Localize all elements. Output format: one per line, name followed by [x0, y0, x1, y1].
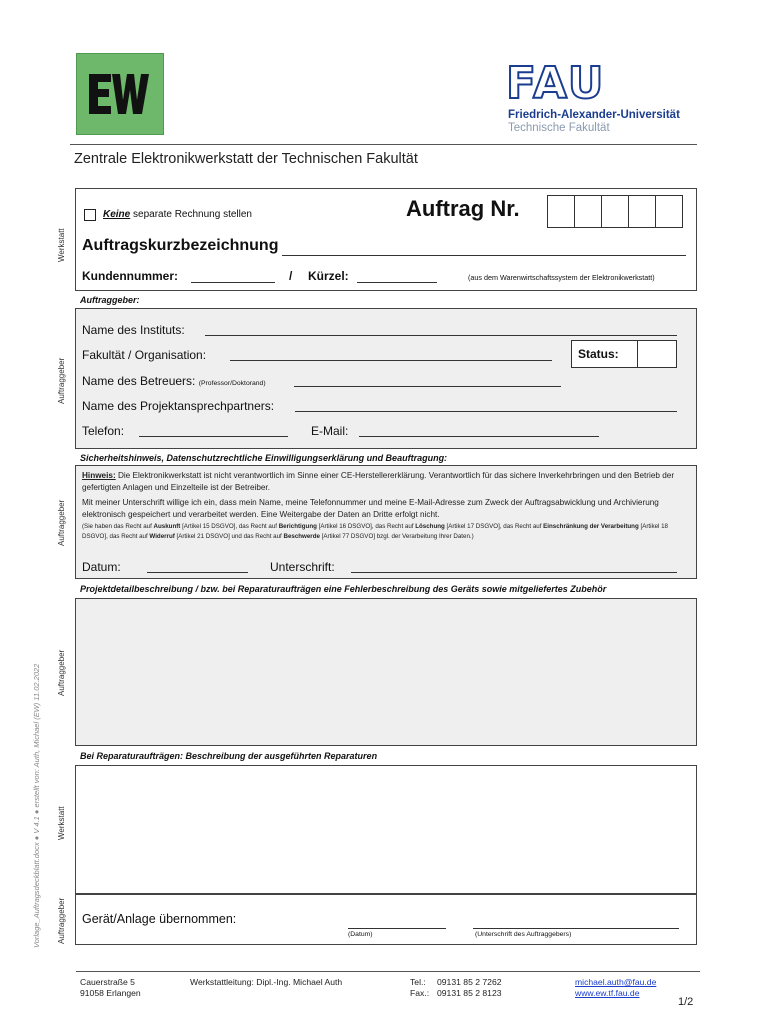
handover-date-field[interactable]: [348, 928, 446, 929]
date-field[interactable]: [147, 572, 248, 573]
footer-fax-label: Fax.:: [410, 988, 430, 998]
footer-address: [80, 977, 141, 999]
footer-tel-row: [410, 977, 502, 988]
project-contact-field[interactable]: [295, 411, 677, 412]
gdpr-widerruf: Widerruf: [149, 533, 175, 540]
side-label-auftraggeber-3: Auftraggeber: [57, 649, 66, 696]
keine-text: Keine: [103, 209, 131, 220]
separate-invoice-checkbox[interactable]: [84, 209, 96, 221]
footer-contact: [575, 977, 656, 999]
short-description-field[interactable]: [282, 255, 686, 256]
handover-date-note: (Datum): [348, 931, 373, 938]
client-box: [75, 308, 697, 449]
separate-invoice-label: [103, 209, 252, 220]
email-label: E-Mail:: [311, 424, 349, 438]
footer-street: Cauerstraße 5: [80, 977, 135, 987]
footer-email-link[interactable]: michael.auth@fau.de: [575, 977, 657, 987]
customer-number-note: (aus dem Warenwirtschaftssystem der Elektronikwerkstatt): [468, 273, 655, 282]
ew-logo-icon: [85, 68, 153, 120]
notice-text: Die Elektronikwerkstatt ist nicht verantwortlich im Sinne einer CE-Herstellererklärung. Verantwortlich für das sichere Inverkehrbringen und den Betrieb der gefertigten Anlagen und Einzelteile ist der Betreiber.: [82, 471, 675, 492]
consent-statement: Mit meiner Unterschrift willige ich ein, dass mein Name, meine Telefonnummer und meine E-Mail-Adresse zum Zweck der Auftragsabwicklung und Archivierung elektronisch gespeichert und verarbeitet werden. Eine Weitergabe der Daten an Dritte erfolgt nicht.: [82, 498, 659, 519]
handover-signature-note: (Unterschrift des Auftraggebers): [475, 931, 572, 938]
repair-description-heading: Bei Reparaturaufträgen: Beschreibung der ausgeführten Reparaturen: [80, 751, 378, 761]
gdpr-text-3: [Artikel 16 DSGVO], das Recht auf: [316, 523, 416, 530]
footer-tel: 09131 85 2 7262: [437, 977, 502, 987]
fau-logo-letters: FAU: [506, 58, 606, 109]
order-number-cell[interactable]: [602, 196, 629, 227]
kuerzel-label: Kürzel:: [308, 269, 349, 283]
department-title: Zentrale Elektronikwerkstatt der Technischen Fakultät: [74, 151, 418, 167]
faculty-label: Fakultät / Organisation:: [82, 348, 207, 362]
signature-field[interactable]: [351, 572, 677, 573]
customer-number-label: Kundennummer:: [82, 269, 178, 283]
gdpr-loeschung: Löschung: [415, 523, 445, 530]
gdpr-text-5: [Artikel 18 DSGVO], das Recht auf: [82, 523, 668, 540]
kuerzel-field[interactable]: [357, 282, 437, 283]
footer-phone-block: [410, 977, 502, 999]
supervisor-note: (Professor/Doktorand): [198, 380, 266, 387]
project-description-heading: Projektdetailbeschreibung / bzw. bei Reparaturaufträgen eine Fehlerbeschreibung des Geräts sowie mitgeliefertes Zubehör: [80, 584, 607, 594]
fau-logo: [506, 58, 696, 134]
handover-label: Gerät/Anlage übernommen:: [82, 912, 237, 926]
supervisor-label: [82, 374, 266, 388]
separate-invoice-text: separate Rechnung stellen: [133, 209, 252, 220]
footer-fax: 09131 85 2 8123: [437, 988, 502, 998]
side-label-werkstatt-mid: Werkstatt: [57, 806, 66, 840]
customer-slash: /: [289, 269, 293, 283]
footer-leitung: Werkstattleitung: Dipl.-Ing. Michael Auth: [190, 977, 343, 987]
institute-field[interactable]: [205, 335, 677, 336]
supervisor-text: Name des Betreuers:: [82, 374, 196, 388]
gdpr-auskunft: Auskunft: [153, 523, 181, 530]
order-number-cell[interactable]: [575, 196, 602, 227]
signature-label: Unterschrift:: [270, 560, 335, 574]
gdpr-berichtigung: Berichtigung: [278, 523, 317, 530]
order-number-cell[interactable]: [656, 196, 682, 227]
footer-web-link[interactable]: www.ew.tf.fau.de: [575, 988, 640, 998]
repair-description-field[interactable]: [75, 765, 697, 894]
footer-city: 91058 Erlangen: [80, 988, 141, 998]
supervisor-field[interactable]: [294, 386, 561, 387]
side-label-auftraggeber-2: Auftraggeber: [57, 499, 66, 546]
fau-faculty-name: Technische Fakultät: [508, 122, 610, 134]
gdpr-text-1: (Sie haben das Recht auf: [82, 523, 154, 530]
faculty-field[interactable]: [230, 360, 552, 361]
ew-logo: [76, 53, 164, 135]
gdpr-text-6: [Artikel 21 DSGVO] und das Recht auf: [174, 533, 284, 540]
gdpr-text-7: [Artikel 77 DSGVO] bzgl. der Verarbeitung Ihrer Daten.): [319, 533, 474, 540]
client-heading: Auftraggeber:: [80, 295, 140, 305]
page-number: 1/2: [678, 996, 694, 1008]
header-divider: [70, 144, 697, 145]
gdpr-einschraenkung: Einschränkung der Verarbeitung: [543, 523, 639, 530]
footer-tel-label: Tel.:: [410, 977, 426, 987]
document-version-note: Vorlage_Auftragsdeckblatt.docx ● V 4.1 ● erstellt von: Auth, Michael (EW) 11.02.2022: [32, 663, 41, 948]
order-number-label: Auftrag Nr.: [406, 196, 520, 221]
handover-signature-field[interactable]: [473, 928, 679, 929]
project-description-field[interactable]: [75, 598, 697, 746]
order-number-cells[interactable]: [547, 195, 683, 228]
status-field[interactable]: [637, 340, 677, 368]
order-number-cell[interactable]: [629, 196, 656, 227]
institute-label: Name des Instituts:: [82, 323, 185, 337]
date-label: Datum:: [82, 560, 121, 574]
gdpr-rights: [82, 522, 694, 542]
safety-notice: [82, 470, 692, 493]
side-label-werkstatt-top: Werkstatt: [57, 228, 66, 262]
gdpr-beschwerde: Beschwerde: [283, 533, 320, 540]
short-description-label: Auftragskurzbezeichnung: [82, 237, 279, 254]
handover-box: [75, 894, 697, 945]
notice-label: Hinweis:: [82, 471, 116, 480]
project-contact-label: Name des Projektansprechpartners:: [82, 399, 275, 413]
fau-university-name: Friedrich-Alexander-Universität: [508, 109, 680, 121]
side-label-auftraggeber-4: Auftraggeber: [57, 897, 66, 944]
footer-fax-row: [410, 988, 502, 999]
order-number-cell[interactable]: [548, 196, 575, 227]
consent-heading: Sicherheitshinweis, Datenschutzrechtliche Einwilligungserklärung und Beauftragung:: [80, 453, 448, 463]
gdpr-text-4: [Artikel 17 DSGVO], das Recht auf: [444, 523, 544, 530]
email-field[interactable]: [359, 436, 599, 437]
footer-divider: [76, 971, 700, 972]
customer-number-field[interactable]: [191, 282, 275, 283]
phone-field[interactable]: [139, 436, 288, 437]
phone-label: Telefon:: [82, 424, 125, 438]
consent-box: [75, 465, 697, 579]
gdpr-text-2: [Artikel 15 DSGVO], das Recht auf: [180, 523, 279, 530]
side-label-auftraggeber-1: Auftraggeber: [57, 357, 66, 404]
status-label: Status:: [578, 347, 619, 361]
